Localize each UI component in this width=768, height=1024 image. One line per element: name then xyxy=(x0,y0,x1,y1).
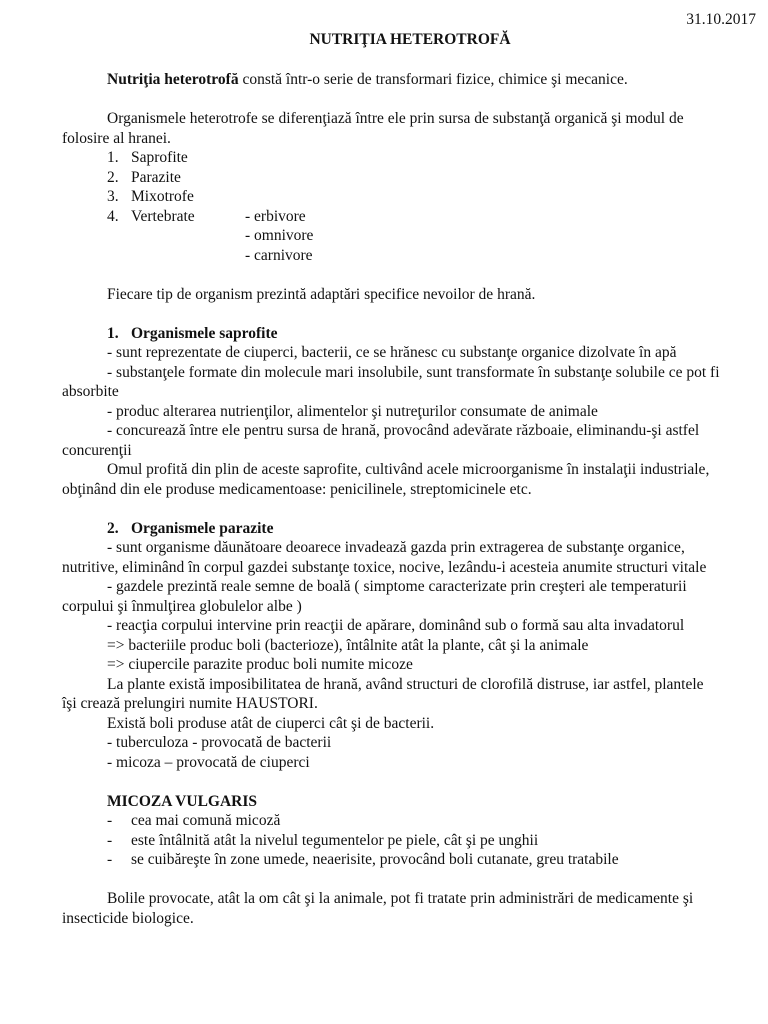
section-heading-parasites: 2. Organismele parazite xyxy=(107,519,274,537)
classification-paragraph: Organismele heterotrofe se diferenţiază între ele prin sursa de substanţă organică şi modul de folosire al hranei. xyxy=(62,110,684,147)
section2-line: La plante există imposibilitatea de hrană, având structuri de clorofilă distruse, iar astfel, plantele îşi crează prelungiri numite HAUSTORI. xyxy=(62,675,704,712)
vertebrate-subtype: - omnivore xyxy=(245,227,314,244)
type-item: 2. Parazite xyxy=(107,168,181,186)
section2-line: - tuberculoza - provocată de bacterii xyxy=(107,734,332,751)
intro-paragraph xyxy=(62,70,722,90)
micoza-item: - cea mai comună micoză xyxy=(107,812,281,829)
section2-line: - reacţia corpului intervine prin reacţii de apărare, dominând sub o formă sau alta invadatorul xyxy=(107,617,685,634)
section-heading-saprophytes: 1. Organismele saprofite xyxy=(107,324,278,342)
section1-line: - sunt reprezentate de ciuperci, bacterii, ce se hrănesc cu substanţe organice dizolvate în apă xyxy=(107,344,677,361)
type-item: 4. Vertebrate - erbivore xyxy=(107,207,306,225)
micoza-heading: MICOZA VULGARIS xyxy=(107,792,258,810)
micoza-item: - se cuibăreşte în zone umede, neaerisite, provocând boli cutanate, greu tratabile xyxy=(107,851,619,868)
section2-line: Există boli produse atât de ciuperci cât şi de bacterii. xyxy=(107,714,435,732)
section2-line: - sunt organisme dăunătoare deoarece invadează gazda prin extragerea de substanţe organice, nutritive, eliminând în corpul gazdei substanţe toxice, nocive, lezându-i acesteia anumite structuri vitale xyxy=(62,539,707,576)
section1-line: - produc alterarea nutrienţilor, alimentelor şi nutreţurilor consumate de animale xyxy=(107,402,598,420)
document-body xyxy=(62,70,722,928)
micoza-item: - este întâlnită atât la nivelul tegumentelor pe piele, cât şi pe unghii xyxy=(107,831,539,849)
type-item: 1. Saprofite xyxy=(107,149,188,166)
section2-line: - micoza – provocată de ciuperci xyxy=(107,753,310,771)
adaptation-paragraph: Fiecare tip de organism prezintă adaptări specifice nevoilor de hrană. xyxy=(107,285,536,303)
section2-line: => bacteriile produc boli (bacterioze), întâlnite atât la plante, cât şi la animale xyxy=(107,636,589,654)
intro-term: Nutriţia heterotrofă xyxy=(107,71,239,88)
section1-line: - concurează între ele pentru sursa de hrană, provocând adevărate războaie, eliminandu-şi astfel concurenţii xyxy=(62,422,700,459)
section2-line: => ciupercile parazite produc boli numite micoze xyxy=(107,656,413,673)
section1-line: - substanţele formate din molecule mari insolubile, sunt transformate în substanţe solubile ce pot fi absorbite xyxy=(62,363,720,400)
type-item: 3. Mixotrofe xyxy=(107,188,194,205)
closing-paragraph: Bolile provocate, atât la om cât şi la animale, pot fi tratate prin administrări de medicamente şi insecticide biologice. xyxy=(62,890,694,927)
vertebrate-subtype: - carnivore xyxy=(245,246,313,264)
intro-text: constă într-o serie de transformari fizice, chimice şi mecanice. xyxy=(238,71,628,88)
section2-line: - gazdele prezintă reale semne de boală ( simptome caracterizate prin creşteri ale temperaturii corpului şi înmulţirea globulelor albe ) xyxy=(62,578,687,615)
document-date: 31.10.2017 xyxy=(686,11,756,28)
document-title: NUTRIŢIA HETEROTROFĂ xyxy=(309,31,511,48)
section1-line: Omul profită din plin de aceste saprofite, cultivând acele microorganisme în instalaţii industriale, obţinând din ele produse medicamentoase: penicilinele, streptomicinele etc. xyxy=(62,461,710,498)
